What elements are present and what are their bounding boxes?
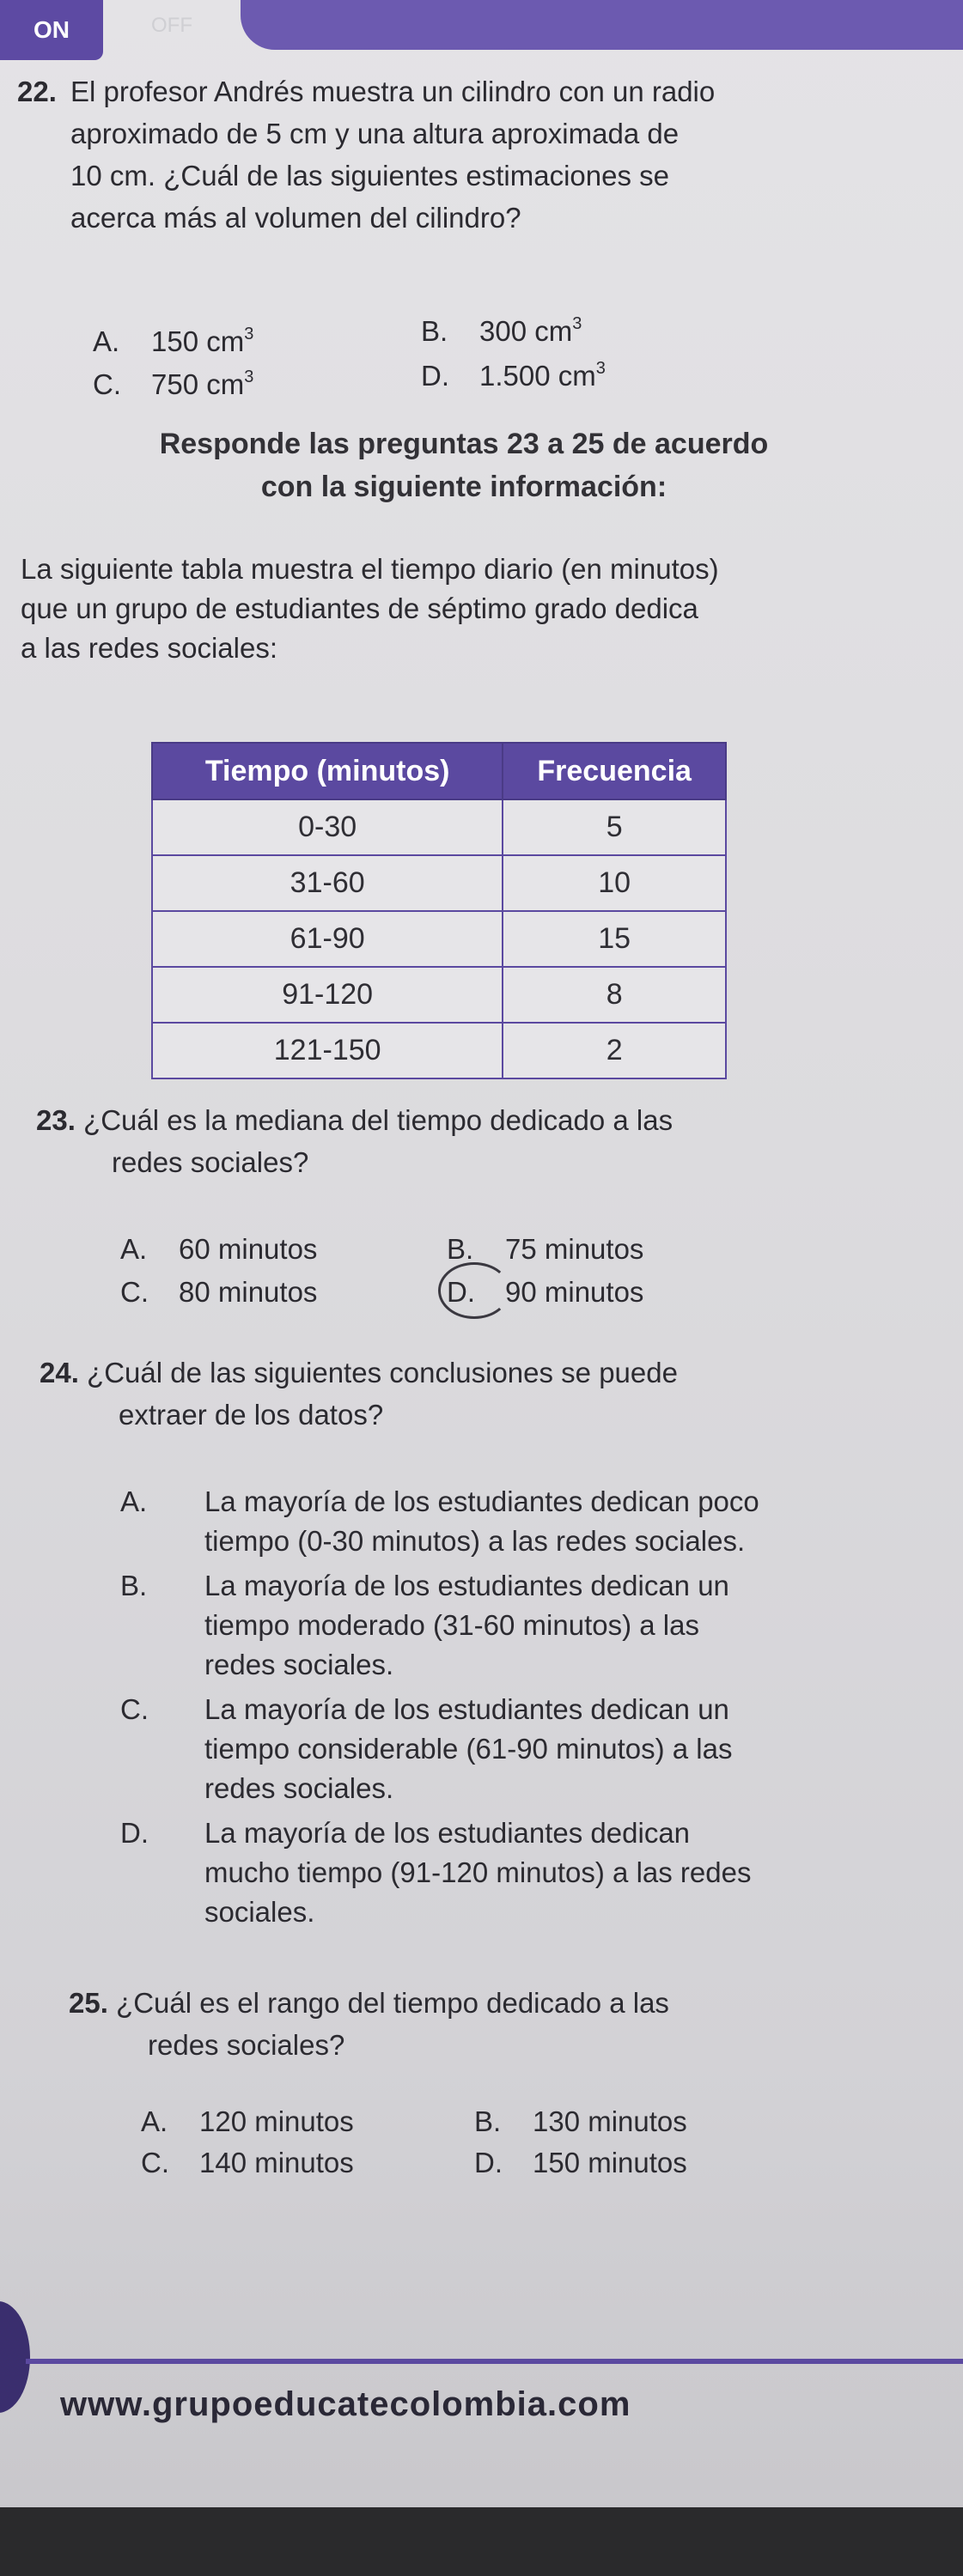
q22-number: 22. [17, 76, 57, 107]
q24-option-b[interactable]: B. La mayoría de los estudiantes dedican un tiempo moderado (31-60 minutos) a las redes sociales. [120, 1570, 729, 1680]
q24-option-c[interactable]: C. La mayoría de los estudiantes dedican un tiempo considerable (61-90 minutos) a las redes sociales. [120, 1693, 733, 1804]
on-tab: ON [0, 0, 103, 60]
table-row [152, 911, 726, 967]
q25-option-c[interactable]: C. 140 minutos [141, 2147, 354, 2178]
q24-line-2: extraer de los datos? [119, 1399, 384, 1431]
q25-statement [69, 1982, 928, 2066]
section-heading-line-2: con la siguiente información: [260, 471, 667, 503]
off-tab: OFF [151, 14, 192, 37]
cell-time: 0-30 [152, 799, 503, 855]
footer-blob [0, 2301, 30, 2413]
q23-statement [36, 1099, 929, 1183]
q24-option-d[interactable]: D. La mayoría de los estudiantes dedican mucho tiempo (91-120 minutos) a las redes sociales. [120, 1817, 752, 1928]
footer-divider [26, 2359, 963, 2364]
q22-line-4: acerca más al volumen del cilindro? [70, 202, 521, 234]
q25-option-d[interactable]: D. 150 minutos [474, 2147, 687, 2178]
section-heading [52, 422, 876, 508]
footer-shadow [0, 2507, 963, 2576]
intro-line-3: a las redes sociales: [21, 632, 277, 664]
q25-option-a[interactable]: A. 120 minutos [141, 2105, 354, 2137]
handwritten-answer-circle [438, 1262, 510, 1319]
top-stripe [241, 0, 963, 50]
q24-option-a[interactable]: A. La mayoría de los estudiantes dedican poco tiempo (0-30 minutos) a las redes sociales. [120, 1485, 759, 1557]
q24-line-1: 24. ¿Cuál de las siguientes conclusiones se puede [40, 1357, 678, 1388]
q23-line-2: redes sociales? [112, 1146, 309, 1178]
intro-line-1: La siguiente tabla muestra el tiempo diario (en minutos) [21, 553, 719, 585]
cell-time: 61-90 [152, 911, 503, 967]
cell-frequency: 2 [503, 1023, 726, 1078]
header-time: Tiempo (minutos) [152, 743, 503, 799]
cell-frequency: 10 [503, 855, 726, 911]
cell-frequency: 8 [503, 967, 726, 1023]
table-header-row [152, 743, 726, 799]
table-row [152, 855, 726, 911]
q24-statement [40, 1352, 933, 1436]
cell-frequency: 5 [503, 799, 726, 855]
q25-line-2: redes sociales? [148, 2029, 345, 2061]
q22-option-a[interactable]: A. 150 $cm^3$ [93, 325, 254, 357]
footer-url: www.grupoeducatecolombia.com [60, 2385, 631, 2423]
cell-time: 31-60 [152, 855, 503, 911]
section-heading-line-1: Responde las preguntas 23 a 25 de acuerdo [159, 428, 769, 460]
q25-line-1: 25. ¿Cuál es el rango del tiempo dedicado a las [69, 1987, 669, 2019]
q23-option-c[interactable]: C. 80 minutos [120, 1276, 318, 1308]
q23-line-1: 23. ¿Cuál es la mediana del tiempo dedicado a las [36, 1104, 673, 1136]
q22-line-1: El profesor Andrés muestra un cilindro con un radio [70, 76, 716, 107]
q22-statement [70, 70, 929, 239]
table-row [152, 1023, 726, 1078]
frequency-table [151, 742, 727, 1079]
cell-time: 91-120 [152, 967, 503, 1023]
intro-line-2: que un grupo de estudiantes de séptimo grado dedica [21, 592, 698, 624]
q22-option-d[interactable]: D. 1.500 $cm^3$ [421, 359, 606, 392]
header-frequency: Frecuencia [503, 743, 726, 799]
q23-option-b[interactable]: B. 75 minutos [447, 1233, 644, 1265]
q22-line-2: aproximado de 5 cm y una altura aproximada de [70, 118, 680, 149]
cell-time: 121-150 [152, 1023, 503, 1078]
q25-option-b[interactable]: B. 130 minutos [474, 2105, 687, 2137]
cell-frequency: 15 [503, 911, 726, 967]
q23-option-d[interactable]: D. 90 minutos [447, 1276, 644, 1308]
q22-line-3: 10 cm. ¿Cuál de las siguientes estimaciones se [70, 160, 669, 191]
intro-paragraph [21, 550, 948, 668]
top-banner [0, 0, 963, 50]
table-row [152, 967, 726, 1023]
q22-option-b[interactable]: B. 300 $cm^3$ [421, 314, 582, 347]
q23-option-a[interactable]: A. 60 minutos [120, 1233, 318, 1265]
table-row [152, 799, 726, 855]
q22-option-c[interactable]: C. 750 $cm^3$ [93, 368, 254, 400]
